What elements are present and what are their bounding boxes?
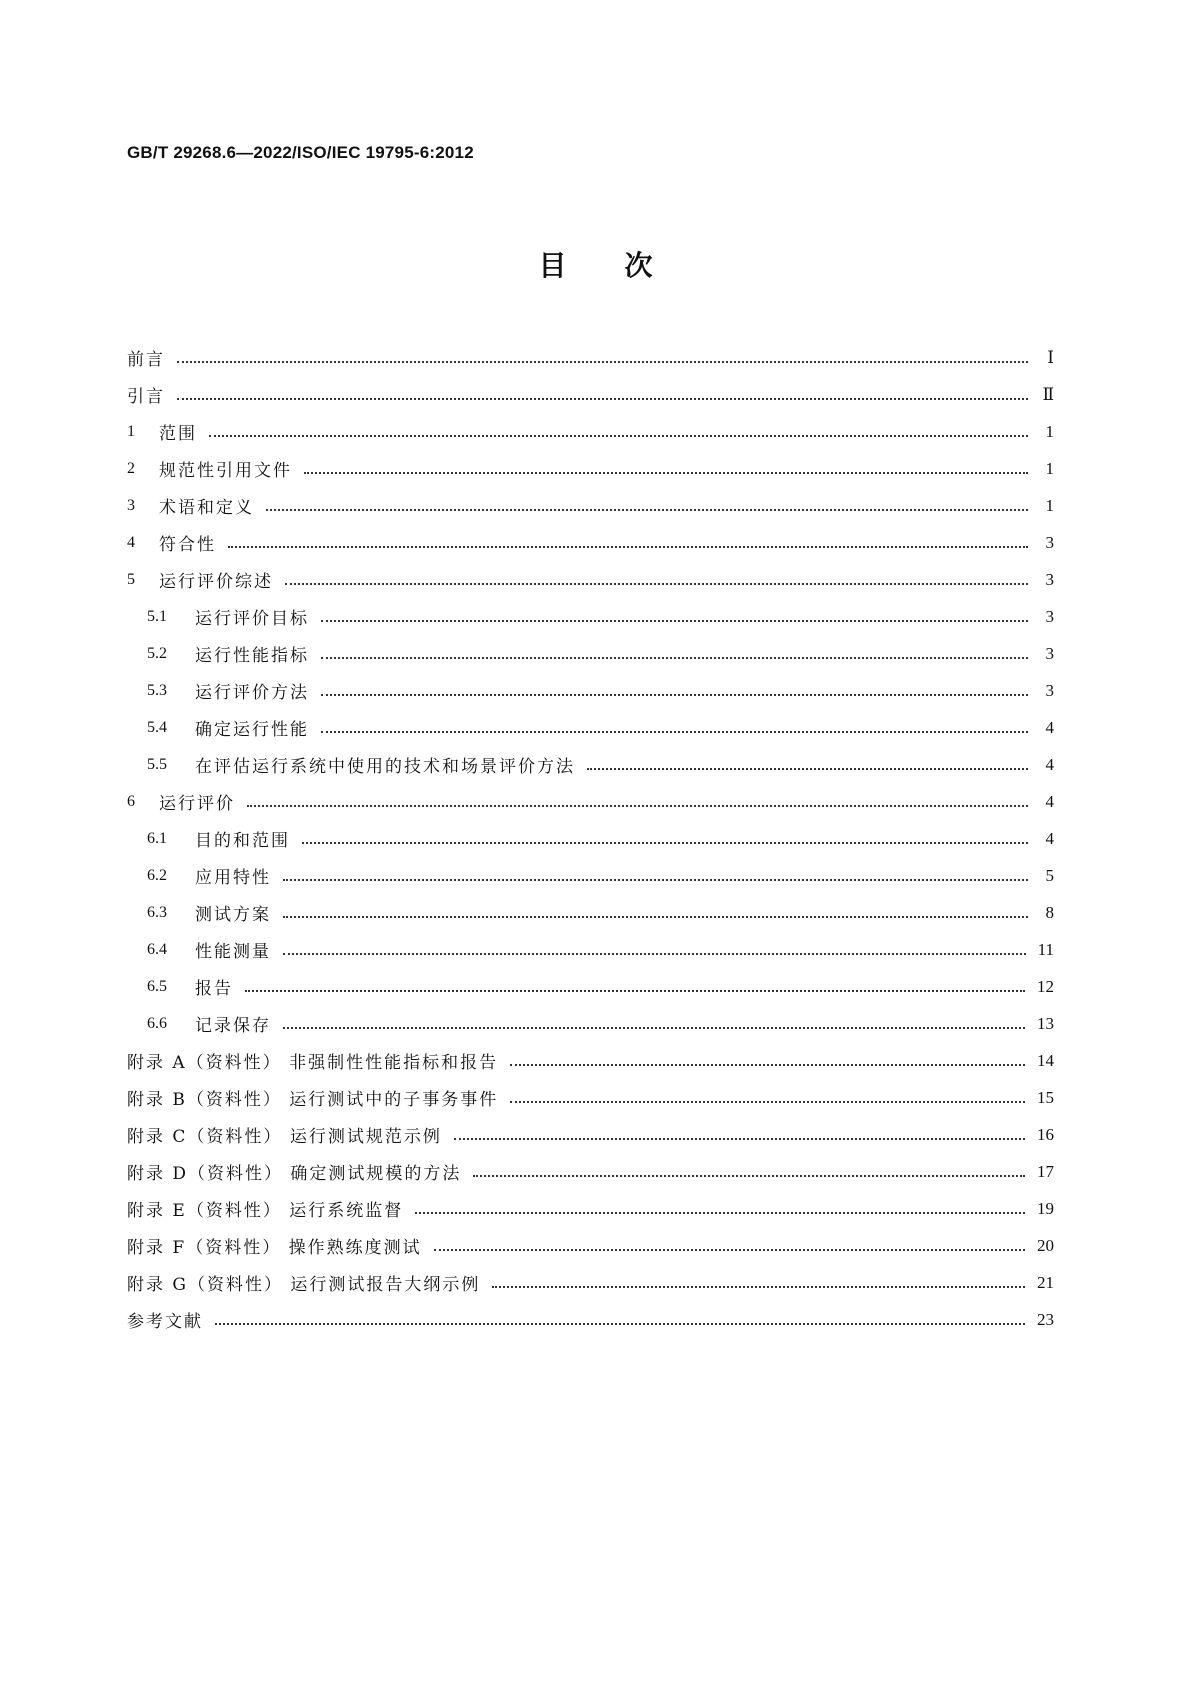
toc-entry-number: 5 bbox=[127, 570, 135, 588]
toc-entry-label: 运行评价综述 bbox=[159, 572, 273, 592]
toc-dot-leader bbox=[228, 545, 1028, 548]
toc-entry[interactable] bbox=[127, 894, 1054, 931]
toc-entry-page-number: 16 bbox=[1037, 1124, 1054, 1144]
toc-entry[interactable] bbox=[127, 413, 1054, 450]
toc-dot-leader bbox=[304, 471, 1028, 474]
toc-entry-page-number: 17 bbox=[1037, 1161, 1054, 1181]
toc-dot-leader bbox=[177, 360, 1028, 363]
toc-entry-label: 附录 C（资料性） 运行测试规范示例 bbox=[127, 1127, 442, 1147]
toc-entry-page-number: 11 bbox=[1037, 939, 1054, 959]
toc-entry-page-number: 4 bbox=[1045, 828, 1054, 848]
toc-dot-leader bbox=[587, 767, 1028, 770]
toc-entry-label: 术语和定义 bbox=[159, 498, 254, 518]
toc-entry-label: 在评估运行系统中使用的技术和场景评价方法 bbox=[195, 757, 575, 777]
toc-dot-leader bbox=[283, 878, 1028, 881]
toc-entry-label: 规范性引用文件 bbox=[159, 461, 292, 481]
toc-entry-page-number: 1 bbox=[1045, 421, 1054, 441]
toc-entry[interactable] bbox=[127, 931, 1054, 968]
toc-entry-label: 范围 bbox=[159, 424, 197, 444]
toc-dot-leader bbox=[209, 434, 1028, 437]
toc-entry-page-number: 3 bbox=[1045, 569, 1054, 589]
toc-entry[interactable] bbox=[127, 339, 1054, 376]
toc-entry-number: 6.6 bbox=[147, 1014, 167, 1032]
toc-entry-number: 6.5 bbox=[147, 977, 167, 995]
toc-dot-leader bbox=[492, 1285, 1025, 1288]
toc-entry-label: 运行评价方法 bbox=[195, 683, 309, 703]
toc-entry[interactable] bbox=[127, 783, 1054, 820]
toc-entry[interactable] bbox=[127, 1079, 1054, 1116]
toc-entry[interactable] bbox=[127, 450, 1054, 487]
toc-entry-page-number: 3 bbox=[1045, 643, 1054, 663]
toc-entry-page-number: 4 bbox=[1045, 754, 1054, 774]
toc-entry-page-number: 19 bbox=[1037, 1198, 1054, 1218]
toc-entry[interactable] bbox=[127, 487, 1054, 524]
toc-entry[interactable] bbox=[127, 1264, 1054, 1301]
toc-entry-label: 测试方案 bbox=[195, 905, 271, 925]
standard-code: GB/T 29268.6—2022/ISO/IEC 19795-6:2012 bbox=[127, 143, 474, 162]
toc-dot-leader bbox=[283, 952, 1026, 955]
toc-entry-number: 5.2 bbox=[147, 644, 167, 662]
toc-entry[interactable] bbox=[127, 598, 1054, 635]
toc-entry-label: 附录 G（资料性） 运行测试报告大纲示例 bbox=[127, 1275, 481, 1295]
toc-entry-label: 性能测量 bbox=[195, 942, 271, 962]
toc-entry-number: 5.3 bbox=[147, 681, 167, 699]
toc-entry-page-number: 15 bbox=[1037, 1087, 1054, 1107]
toc-dot-leader bbox=[245, 989, 1025, 992]
toc-entry-page-number: 20 bbox=[1037, 1235, 1054, 1255]
toc-entry[interactable] bbox=[127, 1227, 1054, 1264]
toc-entry-page-number: Ⅱ bbox=[1042, 384, 1054, 404]
toc-entry-number: 1 bbox=[127, 422, 135, 440]
toc-entry[interactable] bbox=[127, 820, 1054, 857]
toc-entry[interactable] bbox=[127, 857, 1054, 894]
toc-entry[interactable] bbox=[127, 524, 1054, 561]
toc-entry-number: 3 bbox=[127, 496, 135, 514]
toc-entry[interactable] bbox=[127, 968, 1054, 1005]
toc-entry-label: 前言 bbox=[127, 350, 165, 370]
toc-entry-number: 2 bbox=[127, 459, 135, 477]
toc-entry-number: 5.1 bbox=[147, 607, 167, 625]
toc-dot-leader bbox=[321, 656, 1028, 659]
table-of-contents bbox=[127, 339, 1054, 1338]
toc-dot-leader bbox=[321, 693, 1028, 696]
toc-entry[interactable] bbox=[127, 746, 1054, 783]
toc-entry[interactable] bbox=[127, 709, 1054, 746]
toc-entry-page-number: 12 bbox=[1037, 976, 1054, 996]
toc-entry-page-number: 5 bbox=[1045, 865, 1054, 885]
toc-dot-leader bbox=[266, 508, 1028, 511]
toc-dot-leader bbox=[302, 841, 1028, 844]
toc-dot-leader bbox=[285, 582, 1028, 585]
toc-entry-label: 报告 bbox=[195, 979, 233, 999]
toc-entry-page-number: Ⅰ bbox=[1047, 347, 1054, 367]
toc-entry[interactable] bbox=[127, 1190, 1054, 1227]
toc-dot-leader bbox=[321, 619, 1028, 622]
toc-dot-leader bbox=[215, 1322, 1025, 1325]
toc-entry-label: 应用特性 bbox=[195, 868, 271, 888]
toc-dot-leader bbox=[510, 1063, 1025, 1066]
toc-dot-leader bbox=[247, 804, 1028, 807]
toc-entry[interactable] bbox=[127, 1301, 1054, 1338]
page-title: 目次 bbox=[538, 249, 711, 282]
toc-dot-leader bbox=[415, 1211, 1025, 1214]
toc-entry-label: 附录 B（资料性） 运行测试中的子事务事件 bbox=[127, 1090, 499, 1110]
toc-entry[interactable] bbox=[127, 635, 1054, 672]
toc-dot-leader bbox=[321, 730, 1028, 733]
toc-entry[interactable] bbox=[127, 561, 1054, 598]
toc-entry-page-number: 23 bbox=[1037, 1309, 1054, 1329]
toc-entry-number: 5.4 bbox=[147, 718, 167, 736]
toc-entry-page-number: 21 bbox=[1037, 1272, 1054, 1292]
toc-entry-page-number: 1 bbox=[1045, 458, 1054, 478]
toc-entry-label: 附录 A（资料性） 非强制性性能指标和报告 bbox=[127, 1053, 499, 1073]
toc-entry[interactable] bbox=[127, 1042, 1054, 1079]
toc-dot-leader bbox=[473, 1174, 1025, 1177]
toc-entry-label: 符合性 bbox=[159, 535, 216, 555]
toc-entry-number: 6.2 bbox=[147, 866, 167, 884]
toc-entry-page-number: 14 bbox=[1037, 1050, 1054, 1070]
toc-dot-leader bbox=[510, 1100, 1025, 1103]
toc-entry-label: 记录保存 bbox=[195, 1016, 271, 1036]
toc-entry-page-number: 3 bbox=[1045, 606, 1054, 626]
toc-entry-label: 附录 F（资料性） 操作熟练度测试 bbox=[127, 1238, 422, 1258]
toc-entry[interactable] bbox=[127, 1153, 1054, 1190]
toc-entry-label: 运行评价目标 bbox=[195, 609, 309, 629]
toc-entry-page-number: 8 bbox=[1045, 902, 1054, 922]
toc-entry-number: 6 bbox=[127, 792, 135, 810]
toc-entry-number: 4 bbox=[127, 533, 135, 551]
toc-dot-leader bbox=[434, 1248, 1025, 1251]
toc-entry-label: 参考文献 bbox=[127, 1312, 203, 1332]
toc-entry-label: 附录 E（资料性） 运行系统监督 bbox=[127, 1201, 404, 1221]
toc-dot-leader bbox=[283, 915, 1028, 918]
toc-entry-label: 运行评价 bbox=[159, 794, 235, 814]
toc-entry-label: 确定运行性能 bbox=[195, 720, 309, 740]
toc-entry[interactable] bbox=[127, 376, 1054, 413]
toc-entry-label: 附录 D（资料性） 确定测试规模的方法 bbox=[127, 1164, 462, 1184]
document-code-header bbox=[127, 143, 474, 163]
toc-entry-label: 目的和范围 bbox=[195, 831, 290, 851]
toc-entry-page-number: 4 bbox=[1045, 717, 1054, 737]
toc-entry-number: 5.5 bbox=[147, 755, 167, 773]
toc-entry[interactable] bbox=[127, 672, 1054, 709]
toc-entry-page-number: 3 bbox=[1045, 680, 1054, 700]
toc-entry-page-number: 4 bbox=[1045, 791, 1054, 811]
toc-entry[interactable] bbox=[127, 1116, 1054, 1153]
toc-entry-page-number: 3 bbox=[1045, 532, 1054, 552]
toc-entry-number: 6.3 bbox=[147, 903, 167, 921]
toc-entry-page-number: 1 bbox=[1045, 495, 1054, 515]
toc-dot-leader bbox=[454, 1137, 1025, 1140]
toc-entry-label: 引言 bbox=[127, 387, 165, 407]
toc-entry-number: 6.4 bbox=[147, 940, 167, 958]
toc-entry-number: 6.1 bbox=[147, 829, 167, 847]
toc-entry-page-number: 13 bbox=[1037, 1013, 1054, 1033]
toc-dot-leader bbox=[177, 397, 1028, 400]
toc-entry[interactable] bbox=[127, 1005, 1054, 1042]
toc-dot-leader bbox=[283, 1026, 1025, 1029]
toc-entry-label: 运行性能指标 bbox=[195, 646, 309, 666]
